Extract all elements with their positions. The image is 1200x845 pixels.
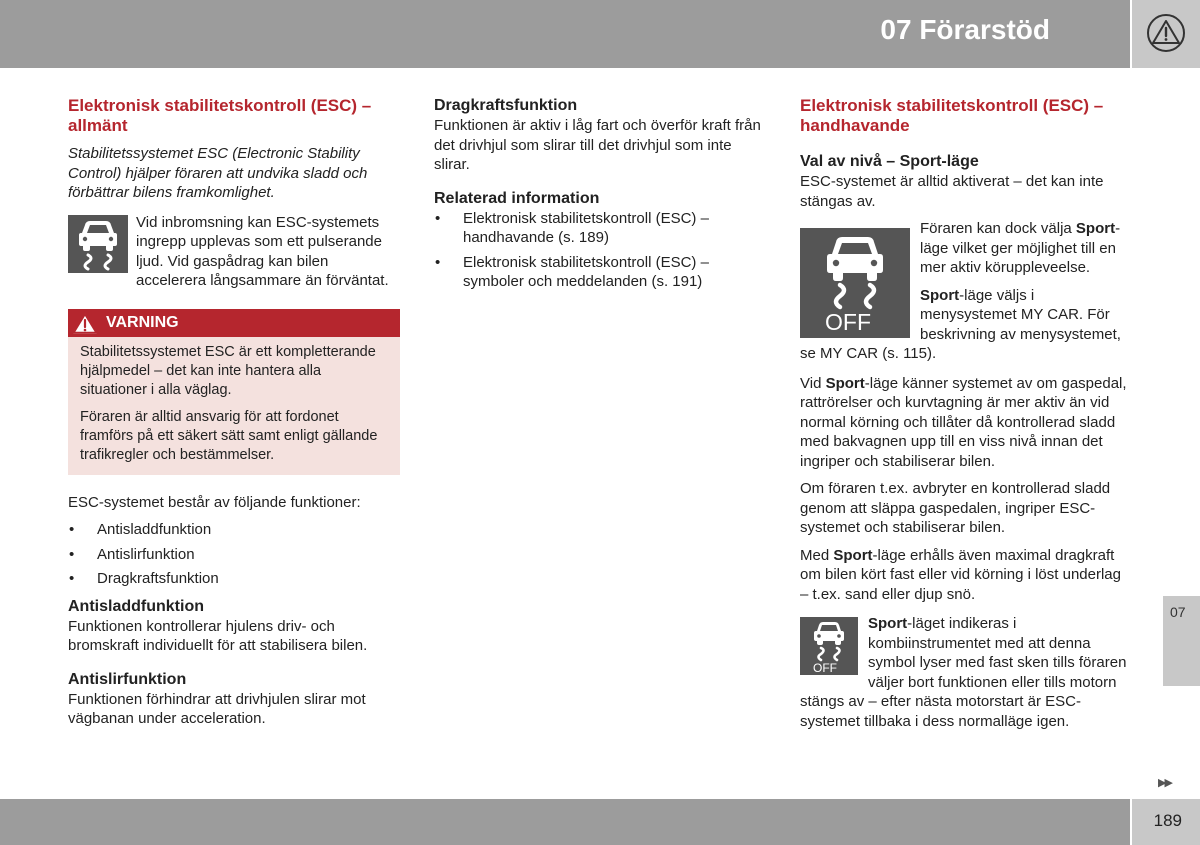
off-label-small: OFF (813, 661, 837, 675)
page-number: 189 (1153, 811, 1182, 830)
sport-mode-heading: Val av nivå – Sport-läge (800, 153, 979, 170)
sport-detect-text: Vid Sport-läge känner systemet av om gaspedal, rattrörelser och kurvtagning är mer aktiv än vid normal körning och tillåter då kontrollerad sladd med bakvagnen upp till en viss nivå innan det ingriper och stabiliserar bilen. (800, 374, 1127, 470)
list-item: • Antislirfunktion (68, 545, 400, 565)
sport-abort-text: Om föraren t.ex. avbryter en kontrollerad sladd genom att släppa gaspedalen, ingriper ESC-systemet och stabiliserar bilen. (800, 480, 1111, 536)
list-item: • Antisladdfunktion (68, 520, 400, 540)
section-heading-operation: Elektronisk stabilitetskontroll (ESC) – handhavande (800, 96, 1104, 135)
warning-header (68, 309, 400, 337)
antiskid-heading: Antisladdfunktion (68, 597, 204, 615)
off-label: OFF (825, 309, 871, 335)
functions-list (68, 520, 400, 589)
related-heading: Relaterad information (434, 189, 600, 207)
braking-text: Vid inbromsning kan ESC-systemets ingrepp upplevas som ett pulserande ljud. Vid gaspådrag kan bilen accelerera långsammare än förväntat. (136, 213, 389, 289)
warning-triangle-icon (1146, 13, 1186, 53)
next-page-icon[interactable]: ▶▶ (1158, 777, 1171, 789)
chapter-side-tab[interactable] (1163, 596, 1200, 686)
sport-choose-block (800, 219, 1132, 374)
traction-text: Funktionen är aktiv i låg fart och överför kraft från det drivhjul som slirar till det drivhjul som inte slirar. (434, 117, 761, 173)
antislip-text: Funktionen förhindrar att drivhjulen slirar mot vägbanan under acceleration. (68, 690, 366, 727)
sport-traction-text: Med Sport-läge erhålls även maximal dragkraft om bilen kört fast eller vid körning i löst underlag – t.ex. sand eller djup snö. (800, 546, 1121, 603)
related-list (434, 209, 768, 292)
esc-off-icon-small (800, 617, 858, 675)
header-icon-box (1132, 0, 1200, 68)
page-number-box (1132, 799, 1200, 845)
warning-paragraph: Stabilitetssystemet ESC är ett kompletterande hjälpmedel – det kan inte hantera alla situationer i alla väglag. (80, 343, 376, 398)
column-3 (800, 96, 1132, 731)
warning-body (68, 337, 400, 475)
chapter-tab-label: 07 (1170, 604, 1186, 620)
always-on-text: ESC-systemet är alltid aktiverat – det kan inte stängas av. (800, 173, 1104, 210)
warning-paragraph: Föraren är alltid ansvarig för att fordonet framförs på ett säkert sätt samt enligt gällande trafikregler och bestämmelser. (80, 408, 378, 463)
intro-text: Stabilitetssystemet ESC (Electronic Stability Control) hjälper föraren att undvika sladd och förbättrar bilens framkomlighet. (68, 145, 368, 201)
related-link[interactable]: • Elektronisk stabilitetskontroll (ESC) – symboler och meddelanden (s. 191) (434, 253, 768, 292)
sport-choose-text: Föraren kan dock välja Sport-läge vilket ger möjlighet till en mer aktiv köruppleveelse. (920, 220, 1121, 276)
antiskid-text: Funktionen kontrollerar hjulens driv- och bromskraft individuellt för att stabilisera bilen. (68, 617, 368, 654)
column-1 (68, 96, 400, 729)
warning-box (68, 309, 400, 475)
column-2 (434, 96, 768, 297)
esc-skid-icon (68, 215, 128, 273)
warning-sign-icon (70, 310, 100, 336)
related-link[interactable]: • Elektronisk stabilitetskontroll (ESC) – handhavande (s. 189) (434, 209, 768, 248)
section-heading-general: Elektronisk stabilitetskontroll (ESC) – allmänt (68, 96, 372, 135)
sport-menu-text: Sport-läge väljs i menysystemet MY CAR. För beskrivning av menysystemet, se MY CAR (s. 115). (800, 286, 1121, 362)
functions-intro: ESC-systemet består av följande funktioner: (68, 493, 361, 511)
page-footer (0, 799, 1130, 845)
sport-indicate-block (800, 614, 1132, 731)
traction-heading: Dragkraftsfunktion (434, 97, 578, 114)
antislip-heading: Antislirfunktion (68, 670, 187, 688)
warning-title: VARNING (106, 313, 179, 331)
chapter-title: 07 Förarstöd (880, 14, 1050, 45)
sport-indicate-text: Sport-läget indikeras i kombiinstrumentet med att denna symbol lyser med fast sken tills föraren väljer bort funktionen eller tills motorn stängs av – efter nästa motorstart är ESC-systemet tillbaka i dess normalläge igen. (800, 615, 1127, 730)
esc-off-icon-large (800, 228, 910, 338)
braking-block (68, 213, 400, 291)
list-item: • Dragkraftsfunktion (68, 569, 400, 589)
page-header (0, 0, 1130, 68)
